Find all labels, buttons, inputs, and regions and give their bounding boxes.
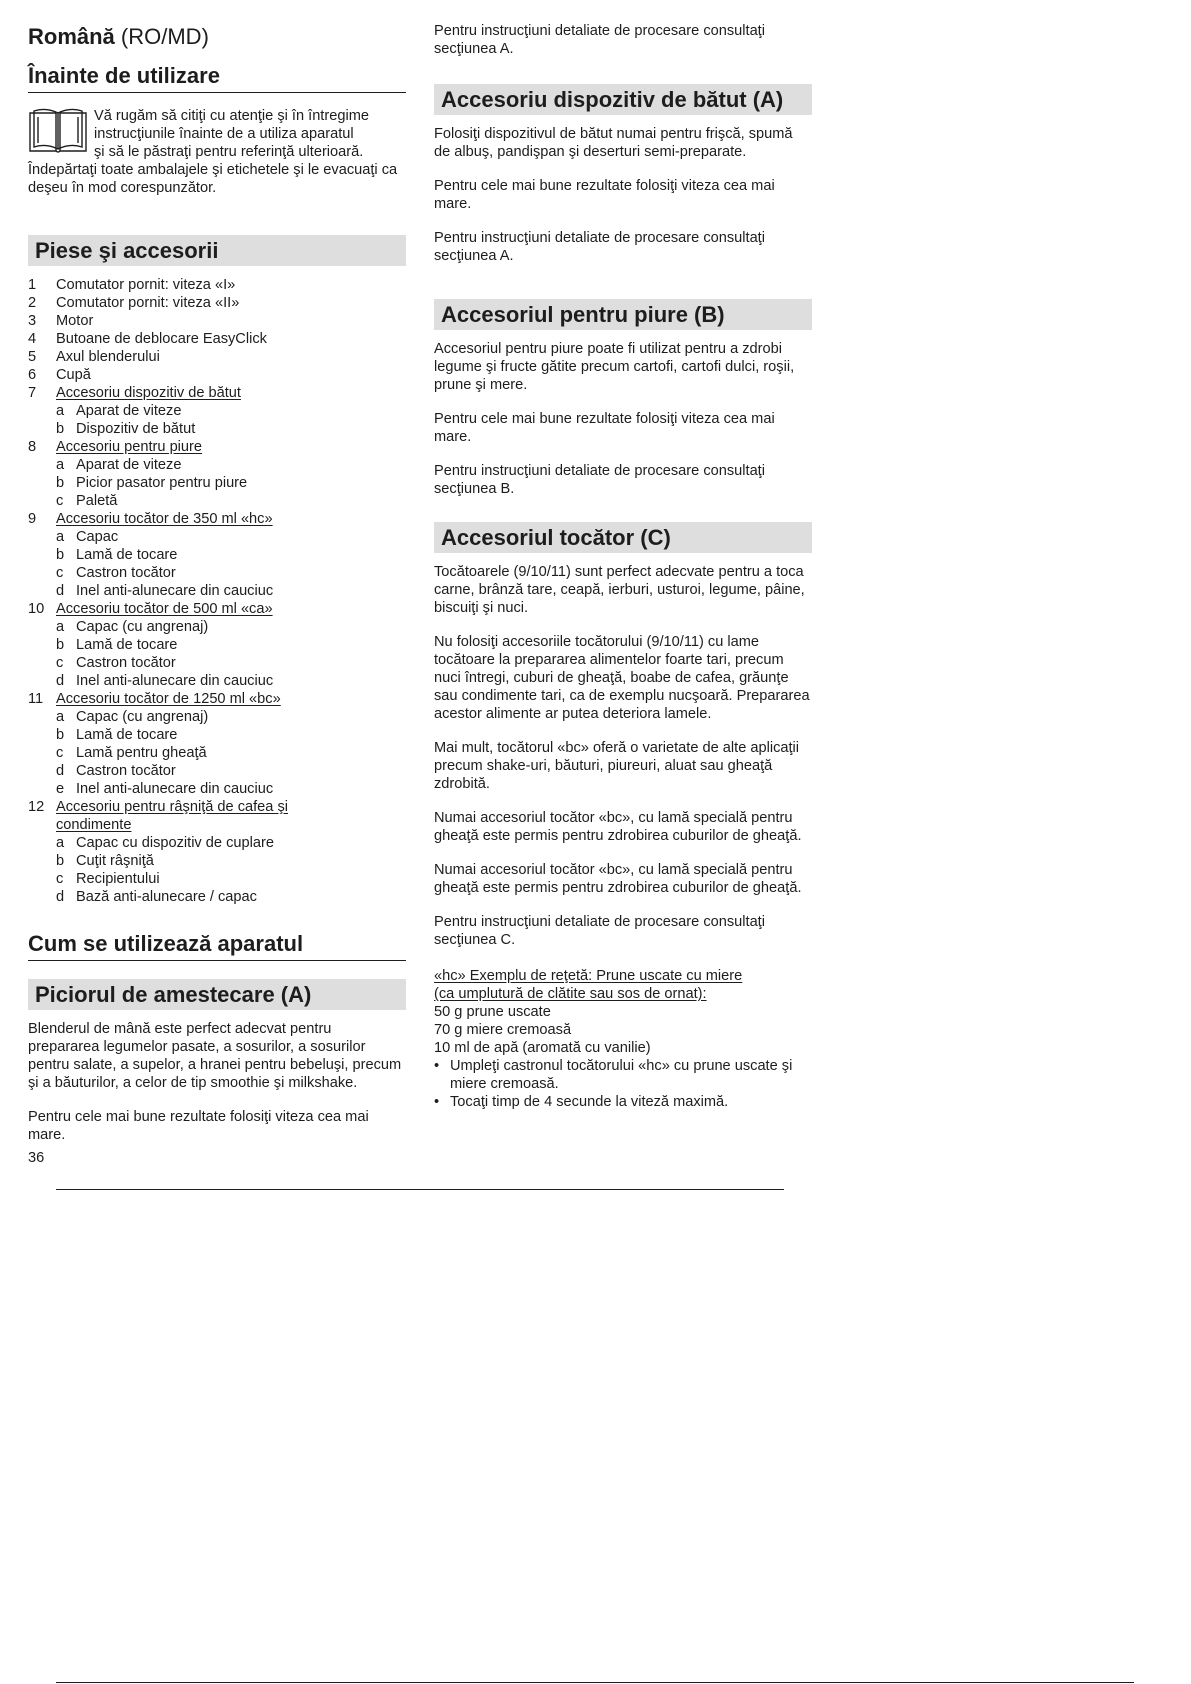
part-number: 2 (28, 295, 37, 311)
part-label (56, 798, 288, 834)
recipe-ingredient-2: 70 g miere cremoasă (434, 1022, 572, 1038)
part-subitem (28, 618, 406, 636)
recipe-step (434, 1057, 812, 1093)
part-label-line-1: Accesoriu pentru râşniţă de cafea şi (56, 799, 289, 815)
part-subitem-letter: a (56, 835, 65, 851)
puree-p1: Accesoriul pentru piure poate fi utilizat pentru a zdrobi legume şi fructe gătite precum cartofi, cartofi dulci, roşii, prune şi mere. (434, 341, 795, 393)
part-item (28, 294, 406, 312)
part-item (28, 438, 406, 456)
part-subitem-label: Castron tocător (76, 763, 176, 779)
part-subitem-label: Lamă de tocare (76, 727, 178, 743)
part-label: Accesoriu pentru piure (56, 439, 203, 455)
recipe-steps (434, 1057, 812, 1111)
intro-line-2: instrucţiunile înainte de a utiliza aparatul (94, 126, 354, 142)
part-subitem-label: Castron tocător (76, 655, 176, 671)
part-label: Accesoriu tocător de 500 ml «ca» (56, 601, 273, 617)
puree-heading: Accesoriul pentru piure (B) (434, 299, 812, 330)
part-subitem-letter: b (56, 475, 65, 491)
part-subitem (28, 582, 406, 600)
part-subitem (28, 546, 406, 564)
recipe-title-2-text: (ca umplutură de clătite sau sos de ornat): (434, 986, 707, 1002)
part-subitem-letter: e (56, 781, 65, 797)
right-column (434, 22, 812, 1111)
part-label: Comutator pornit: viteza «II» (56, 295, 240, 311)
part-subitem-letter: a (56, 709, 65, 725)
part-subitem-letter: d (56, 763, 65, 779)
part-number: 1 (28, 277, 37, 293)
part-item (28, 510, 406, 528)
page-number: 36 (28, 1150, 45, 1166)
language-name: Română (28, 24, 115, 49)
part-subitem-letter: a (56, 619, 65, 635)
part-subitem (28, 744, 406, 762)
part-subitem-label: Capac (cu angrenaj) (76, 619, 209, 635)
part-subitem (28, 834, 406, 852)
chopper-p4: Numai accesoriul tocător «bc», cu lamă specială pentru gheaţă este permis pentru zdrobirea cuburilor de gheaţă. (434, 810, 802, 844)
part-subitem-letter: d (56, 889, 65, 905)
part-subitem (28, 456, 406, 474)
part-subitem-label: Lamă pentru gheaţă (76, 745, 207, 761)
part-subitem-label: Dispozitiv de bătut (76, 421, 196, 437)
part-label: Accesoriu dispozitiv de bătut (56, 385, 241, 401)
puree-p3: Pentru instrucţiuni detaliate de procesare consultaţi secţiunea B. (434, 463, 765, 497)
how-to-use-heading: Cum se utilizează aparatul (28, 930, 406, 961)
chopper-p3: Mai mult, tocătorul «bc» oferă o varietate de alte aplicaţii precum shake-uri, băuturi, piureuri, aluat sau gheaţă zdrobită. (434, 740, 800, 792)
chopper-p6: Pentru instrucţiuni detaliate de procesare consultaţi secţiunea C. (434, 914, 765, 948)
part-number: 8 (28, 439, 37, 455)
part-number: 12 (28, 799, 45, 815)
part-item (28, 384, 406, 402)
recipe-step-text: Tocaţi timp de 4 secunde la viteză maximă. (450, 1094, 729, 1110)
part-label: Butoane de deblocare EasyClick (56, 331, 267, 347)
chopper-p1: Tocătoarele (9/10/11) sunt perfect adecvate pentru a toca carne, brânză tare, ceapă, ierburi, usturoi, legume, pâine, biscuiţi şi nuci. (434, 564, 805, 616)
part-item (28, 600, 406, 618)
recipe-title-line-1 (434, 967, 812, 985)
packaging-text: Îndepărtaţi toate ambalajele şi etichetele şi le evacuaţi ca deşeu în mod corespunzător. (28, 162, 398, 196)
part-subitem-label: Inel anti-alunecare din cauciuc (76, 673, 274, 689)
part-label-line-2: condimente (56, 817, 132, 833)
recipe-step-text: Umpleţi castronul tocătorului «hc» cu prune uscate şi miere cremoasă. (450, 1058, 793, 1092)
part-item (28, 690, 406, 708)
part-subitem (28, 402, 406, 420)
bottom-divider (56, 1682, 1134, 1683)
intro-line-1: Vă rugăm să citiţi cu atenţie şi în întregime (94, 108, 369, 124)
recipe-ingredient-3: 10 ml de apă (aromată cu vanilie) (434, 1040, 651, 1056)
part-subitem-label: Aparat de viteze (76, 403, 182, 419)
part-subitem (28, 420, 406, 438)
right-top-text: Pentru instrucţiuni detaliate de procesare consultaţi secţiunea A. (434, 23, 765, 57)
chopper-heading: Accesoriul tocător (C) (434, 522, 812, 553)
part-subitem-letter: c (56, 493, 64, 509)
part-subitem-label: Capac (76, 529, 119, 545)
part-number: 10 (28, 601, 45, 617)
part-number: 11 (28, 691, 44, 707)
part-item (28, 366, 406, 384)
part-subitem-letter: c (56, 565, 64, 581)
part-subitem-letter: b (56, 853, 65, 869)
intro-line-3: şi să le păstraţi pentru referinţă ulterioară. (94, 144, 364, 160)
part-subitem-label: Recipientului (76, 871, 160, 887)
part-subitem (28, 492, 406, 510)
part-subitem-letter: b (56, 547, 65, 563)
before-use-heading: Înainte de utilizare (28, 62, 406, 93)
part-subitem-label: Castron tocător (76, 565, 176, 581)
part-subitem-letter: c (56, 745, 64, 761)
part-subitem (28, 474, 406, 492)
part-subitem-letter: b (56, 421, 65, 437)
part-subitem (28, 780, 406, 798)
whisk-p2: Pentru cele mai bune rezultate folosiţi viteza cea mai mare. (434, 178, 775, 212)
part-subitem-label: Picior pasator pentru piure (76, 475, 248, 491)
part-subitem-letter: d (56, 673, 65, 689)
part-subitem-label: Paletă (76, 493, 118, 509)
book-icon (28, 107, 88, 153)
part-subitem (28, 870, 406, 888)
whisk-heading: Accesoriu dispozitiv de bătut (A) (434, 84, 812, 115)
part-subitem (28, 762, 406, 780)
part-subitem (28, 852, 406, 870)
recipe-title-line-2 (434, 985, 812, 1003)
part-subitem-letter: b (56, 727, 65, 743)
part-subitem (28, 654, 406, 672)
part-subitem-label: Inel anti-alunecare din cauciuc (76, 781, 274, 797)
footer-divider (56, 1189, 784, 1190)
part-subitem-label: Inel anti-alunecare din cauciuc (76, 583, 274, 599)
part-number: 7 (28, 385, 37, 401)
section-a-heading: Piciorul de amestecare (A) (28, 979, 406, 1010)
section-a-p2: Pentru cele mai bune rezultate folosiţi viteza cea mai mare. (28, 1109, 369, 1143)
part-label: Accesoriu tocător de 350 ml «hc» (56, 511, 273, 527)
part-label: Axul blenderului (56, 349, 160, 365)
section-a-p1: Blenderul de mână este perfect adecvat pentru prepararea legumelor pasate, a sosurilor, a sosurilor pentru salate, a supelor, a hranei pentru bebeluşi, precum şi a băuturilor, a celor de tip smoothie şi milkshake. (28, 1021, 402, 1091)
part-item (28, 312, 406, 330)
part-subitem-letter: c (56, 871, 64, 887)
part-subitem (28, 564, 406, 582)
part-subitem-letter: b (56, 637, 65, 653)
part-subitem (28, 636, 406, 654)
part-subitem (28, 726, 406, 744)
language-heading (28, 22, 406, 52)
part-subitem (28, 888, 406, 906)
part-item (28, 798, 406, 834)
part-number: 3 (28, 313, 37, 329)
whisk-p1: Folosiţi dispozitivul de bătut numai pentru frişcă, spumă de albuş, pandişpan şi deserturi semi-preparate. (434, 126, 793, 160)
part-subitem-label: Lamă de tocare (76, 637, 178, 653)
intro-block (28, 107, 406, 197)
part-label: Accesoriu tocător de 1250 ml «bc» (56, 691, 281, 707)
part-subitem (28, 528, 406, 546)
part-number: 4 (28, 331, 37, 347)
part-item (28, 348, 406, 366)
part-label: Motor (56, 313, 94, 329)
part-subitem-letter: a (56, 403, 65, 419)
part-number: 5 (28, 349, 37, 365)
whisk-p3: Pentru instrucţiuni detaliate de procesare consultaţi secţiunea A. (434, 230, 765, 264)
part-item (28, 330, 406, 348)
recipe-title-1-text: «hc» Exemplu de reţetă: Prune uscate cu miere (434, 968, 743, 984)
part-subitem (28, 708, 406, 726)
part-item (28, 276, 406, 294)
parts-list (28, 276, 406, 906)
part-subitem-label: Capac (cu angrenaj) (76, 709, 209, 725)
parts-heading: Piese şi accesorii (28, 235, 406, 266)
part-subitem-label: Lamă de tocare (76, 547, 178, 563)
part-subitem-label: Cuţit râşniţă (76, 853, 154, 869)
left-column (28, 22, 406, 1144)
recipe-ingredient-1: 50 g prune uscate (434, 1004, 551, 1020)
part-subitem-label: Aparat de viteze (76, 457, 182, 473)
part-label: Cupă (56, 367, 91, 383)
part-subitem-letter: a (56, 457, 65, 473)
part-subitem-letter: d (56, 583, 65, 599)
language-code: (RO/MD) (120, 24, 209, 49)
part-subitem (28, 672, 406, 690)
chopper-p5: Numai accesoriul tocător «bc», cu lamă specială pentru gheaţă este permis pentru zdrobirea cuburilor de gheaţă. (434, 862, 802, 896)
part-number: 6 (28, 367, 37, 383)
bullet-icon: • (434, 1094, 440, 1110)
part-subitem-letter: a (56, 529, 65, 545)
part-subitem-label: Capac cu dispozitiv de cuplare (76, 835, 274, 851)
bullet-icon: • (434, 1058, 440, 1074)
part-subitem-letter: c (56, 655, 64, 671)
recipe-step (434, 1093, 812, 1111)
part-subitem-label: Bază anti-alunecare / capac (76, 889, 257, 905)
puree-p2: Pentru cele mai bune rezultate folosiţi viteza cea mai mare. (434, 411, 775, 445)
part-number: 9 (28, 511, 37, 527)
chopper-p2: Nu folosiţi accesoriile tocătorului (9/10/11) cu lame tocătoare la prepararea alimentelor foarte tari, precum nuci întregi, cuburi de gheaţă, boabe de cafea, grăunţe sau condimente tari, ca de exemplu nucşoară. Prepararea acestor alimente ar putea deteriora lamele. (434, 634, 810, 722)
part-label: Comutator pornit: viteza «I» (56, 277, 236, 293)
